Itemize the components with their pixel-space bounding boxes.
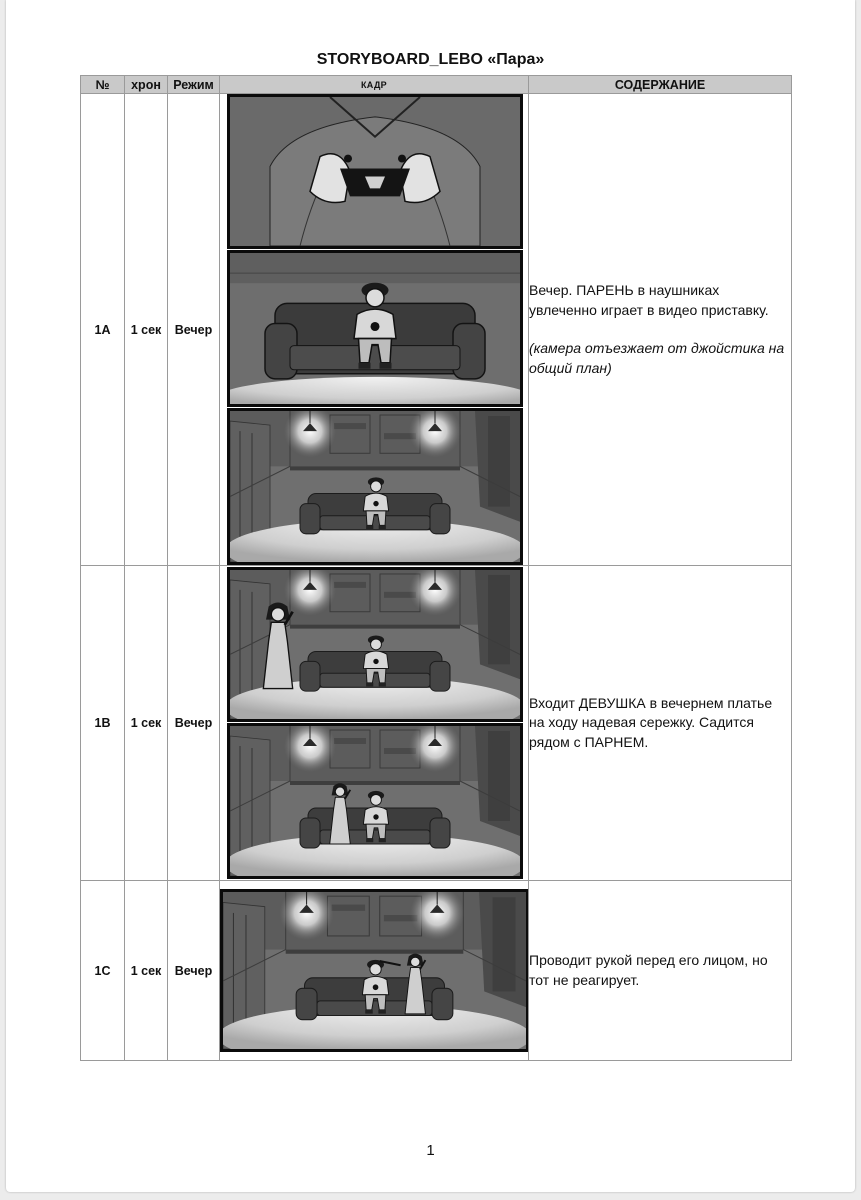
table-row [81, 881, 792, 1061]
shot-timing: 1 сек [125, 566, 168, 881]
header-timing: хрон [125, 76, 168, 94]
table-row [81, 566, 792, 881]
table-row [81, 94, 792, 566]
shot-description: Вечер. ПАРЕНЬ в наушниках увлеченно играет в видео приставку. [529, 282, 769, 318]
shot-timing: 1 сек [125, 881, 168, 1061]
header-mode: Режим [168, 76, 220, 94]
storyboard-page [6, 0, 855, 1192]
shot-description: Входит ДЕВУШКА в вечернем платье на ходу надевая сережку. Садится рядом с ПАРНЕМ. [529, 694, 773, 750]
shot-timing: 1 сек [125, 94, 168, 566]
shot-description-cell [529, 566, 792, 881]
page-number: 1 [426, 1142, 435, 1159]
storyboard-frame-joystick-closeup [227, 94, 523, 249]
shot-number: 1B [81, 566, 125, 881]
frame-cell [220, 881, 529, 1061]
storyboard-frame-living-room-wide [227, 408, 523, 565]
shot-description: Проводит рукой перед его лицом, но тот не реагирует. [529, 952, 768, 988]
header-content: СОДЕРЖАНИЕ [529, 76, 792, 94]
frame-cell [220, 566, 529, 881]
camera-note: (камера отъезжает от джойстика на общий план) [529, 340, 785, 376]
shot-number: 1A [81, 94, 125, 566]
shot-mode: Вечер [168, 566, 220, 881]
storyboard-frame-girl-enters [227, 567, 523, 722]
document-title: STORYBOARD_LEBO «Пара» [316, 51, 545, 68]
shot-description-cell [529, 94, 792, 566]
shot-mode: Вечер [168, 881, 220, 1061]
storyboard-table [80, 75, 792, 1061]
storyboard-frame-guy-on-sofa [227, 250, 523, 407]
storyboard-frame-girl-waves-hand [220, 889, 529, 1052]
header-number: № [81, 76, 125, 94]
header-frame: КАДР [220, 76, 529, 94]
table-header-row [81, 76, 792, 94]
frame-cell [220, 94, 529, 566]
shot-description-cell [529, 881, 792, 1061]
storyboard-frame-girl-sits [227, 723, 523, 879]
shot-number: 1C [81, 881, 125, 1061]
shot-mode: Вечер [168, 94, 220, 566]
